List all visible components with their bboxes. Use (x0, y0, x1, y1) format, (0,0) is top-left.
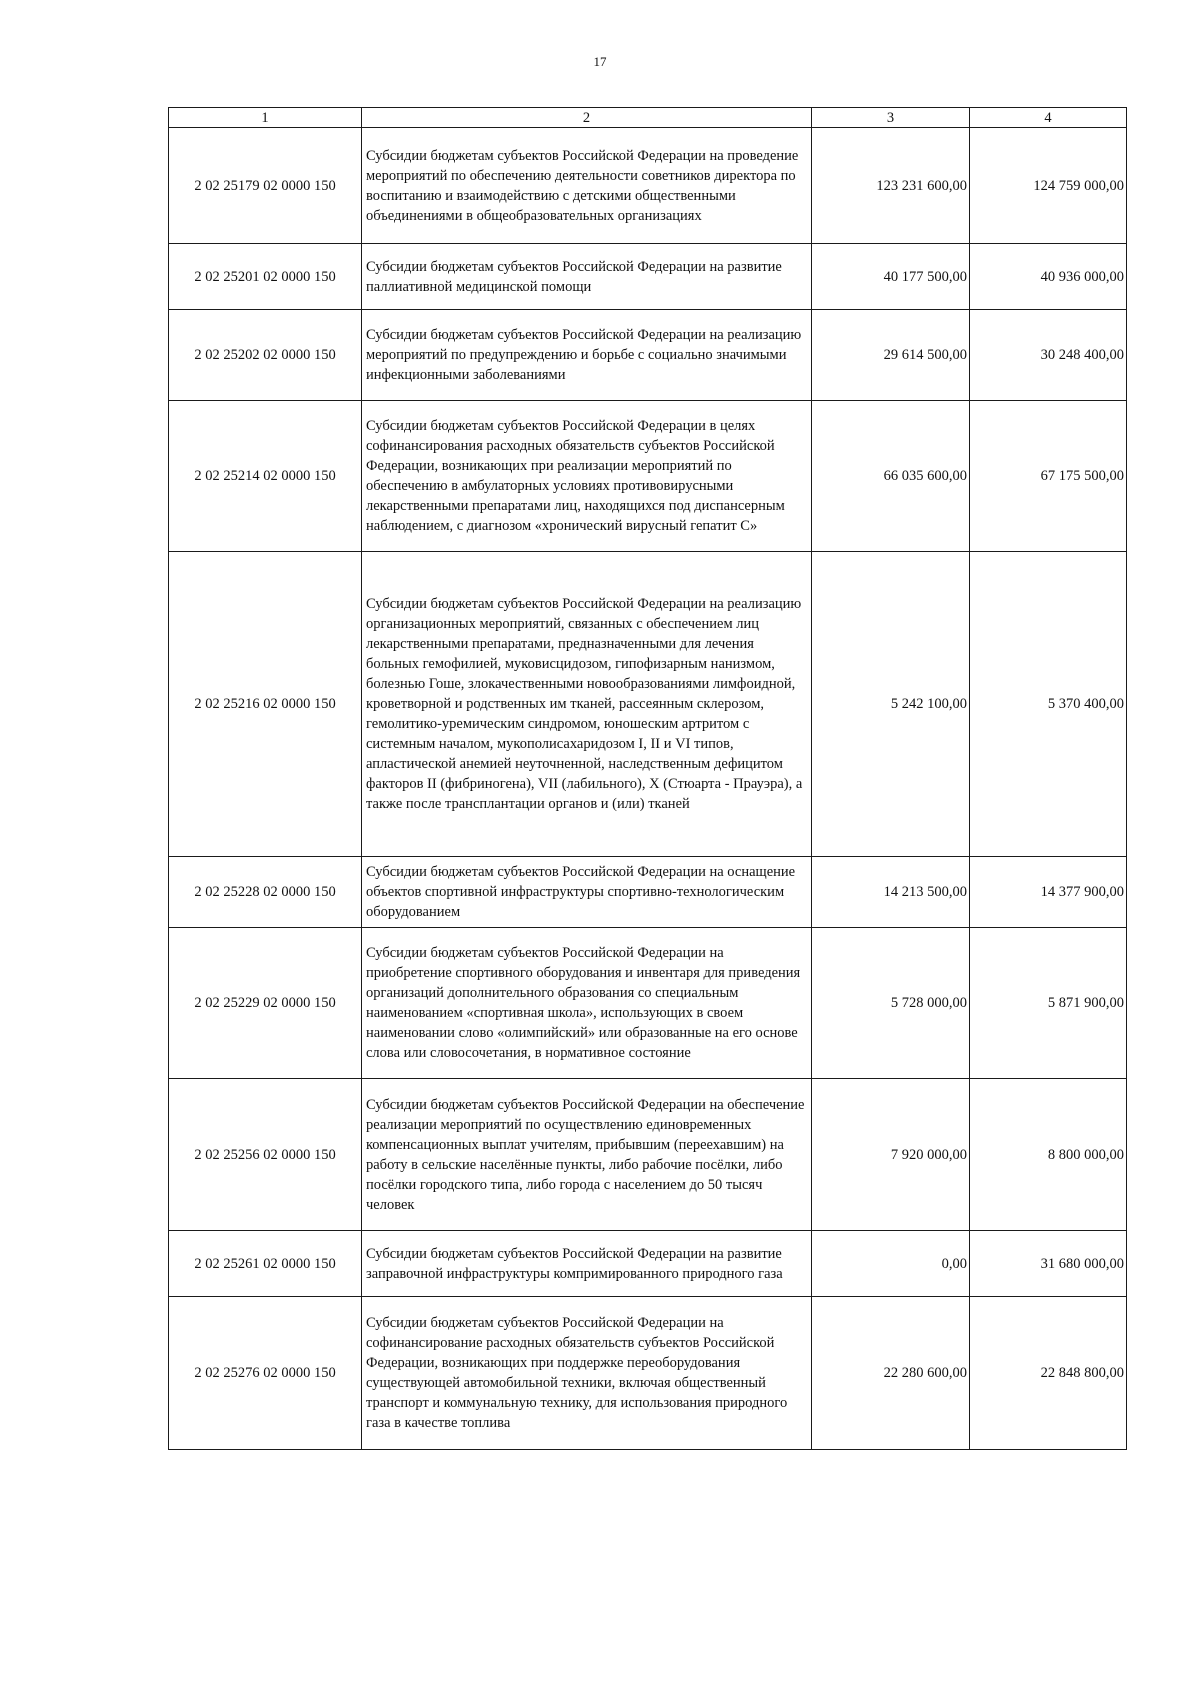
row-value-col4: 67 175 500,00 (970, 401, 1127, 552)
row-value-col4: 5 370 400,00 (970, 552, 1127, 857)
table-row (169, 1297, 1127, 1450)
row-description: Субсидии бюджетам субъектов Российской Федерации на реализацию мероприятий по предупреждению и борьбе с социально значимыми инфекционными заболеваниями (362, 310, 812, 401)
row-value-col3: 22 280 600,00 (812, 1297, 970, 1450)
row-value-col3: 7 920 000,00 (812, 1079, 970, 1231)
column-header-2: 2 (362, 108, 812, 128)
row-description: Субсидии бюджетам субъектов Российской Федерации на реализацию организационных мероприятий, связанных с обеспечением лиц лекарственными препаратами, предназначенными для лечения больных гемофилией, муковисцидозом, гипофизарным нанизмом, болезнью Гоше, злокачественными новообразованиями лимфоидной, кроветворной и родственных им тканей, рассеянным склерозом, гемолитико-уремическим синдромом, юношеским артритом с системным началом, мукополисахаридозом I, II и VI типов, апластической анемией неуточненной, наследственным дефицитом факторов II (фибриногена), VII (лабильного), X (Стюарта - Прауэра), а также после трансплантации органов и (или) тканей (362, 552, 812, 857)
row-description: Субсидии бюджетам субъектов Российской Федерации на проведение мероприятий по обеспечению деятельности советников директора по воспитанию и взаимодействию с детскими общественными объединениями в общеобразовательных организациях (362, 128, 812, 244)
table-row (169, 1079, 1127, 1231)
row-code: 2 02 25256 02 0000 150 (169, 1079, 362, 1231)
row-description: Субсидии бюджетам субъектов Российской Федерации в целях софинансирования расходных обязательств субъектов Российской Федерации, возникающих при реализации мероприятий по обеспечению в амбулаторных условиях противовирусными лекарственными препаратами лиц, находящихся под диспансерным наблюдением, с диагнозом «хронический вирусный гепатит С» (362, 401, 812, 552)
row-value-col4: 31 680 000,00 (970, 1231, 1127, 1297)
table-row (169, 401, 1127, 552)
row-value-col3: 123 231 600,00 (812, 128, 970, 244)
row-value-col4: 14 377 900,00 (970, 857, 1127, 928)
table-row (169, 857, 1127, 928)
row-description: Субсидии бюджетам субъектов Российской Федерации на развитие заправочной инфраструктуры компримированного природного газа (362, 1231, 812, 1297)
table-row (169, 310, 1127, 401)
table-row (169, 128, 1127, 244)
row-code: 2 02 25201 02 0000 150 (169, 244, 362, 310)
row-description: Субсидии бюджетам субъектов Российской Федерации на приобретение спортивного оборудования и инвентаря для приведения организаций дополнительного образования со специальным наименованием «спортивная школа», использующих в своем наименовании слово «олимпийский» или образованные на его основе слова или словосочетания, в нормативное состояние (362, 928, 812, 1079)
column-header-3: 3 (812, 108, 970, 128)
table-row (169, 552, 1127, 857)
row-code: 2 02 25202 02 0000 150 (169, 310, 362, 401)
row-description: Субсидии бюджетам субъектов Российской Федерации на софинансирование расходных обязательств субъектов Российской Федерации, возникающих при поддержке переоборудования существующей автомобильной техники, включая общественный транспорт и коммунальную технику, для использования природного газа в качестве топлива (362, 1297, 812, 1450)
table-row (169, 1231, 1127, 1297)
row-value-col3: 5 728 000,00 (812, 928, 970, 1079)
row-value-col3: 14 213 500,00 (812, 857, 970, 928)
row-value-col4: 8 800 000,00 (970, 1079, 1127, 1231)
row-code: 2 02 25216 02 0000 150 (169, 552, 362, 857)
table-row (169, 928, 1127, 1079)
row-value-col4: 5 871 900,00 (970, 928, 1127, 1079)
row-description: Субсидии бюджетам субъектов Российской Федерации на оснащение объектов спортивной инфраструктуры спортивно-технологическим оборудованием (362, 857, 812, 928)
row-code: 2 02 25179 02 0000 150 (169, 128, 362, 244)
row-value-col3: 40 177 500,00 (812, 244, 970, 310)
row-code: 2 02 25229 02 0000 150 (169, 928, 362, 1079)
budget-table (168, 107, 1127, 1450)
row-code: 2 02 25214 02 0000 150 (169, 401, 362, 552)
table-header-row (169, 108, 1127, 128)
row-value-col3: 66 035 600,00 (812, 401, 970, 552)
row-value-col4: 124 759 000,00 (970, 128, 1127, 244)
row-description: Субсидии бюджетам субъектов Российской Федерации на развитие паллиативной медицинской помощи (362, 244, 812, 310)
table-row (169, 244, 1127, 310)
row-value-col4: 40 936 000,00 (970, 244, 1127, 310)
row-value-col3: 0,00 (812, 1231, 970, 1297)
row-value-col4: 22 848 800,00 (970, 1297, 1127, 1450)
row-value-col3: 29 614 500,00 (812, 310, 970, 401)
column-header-1: 1 (169, 108, 362, 128)
column-header-4: 4 (970, 108, 1127, 128)
row-description: Субсидии бюджетам субъектов Российской Федерации на обеспечение реализации мероприятий по осуществлению единовременных компенсационных выплат учителям, прибывшим (переехавшим) на работу в сельские населённые пункты, либо рабочие посёлки, либо посёлки городского типа, либо города с населением до 50 тысяч человек (362, 1079, 812, 1231)
row-code: 2 02 25228 02 0000 150 (169, 857, 362, 928)
row-code: 2 02 25276 02 0000 150 (169, 1297, 362, 1450)
row-value-col3: 5 242 100,00 (812, 552, 970, 857)
row-value-col4: 30 248 400,00 (970, 310, 1127, 401)
page-number: 17 (593, 54, 607, 69)
row-code: 2 02 25261 02 0000 150 (169, 1231, 362, 1297)
